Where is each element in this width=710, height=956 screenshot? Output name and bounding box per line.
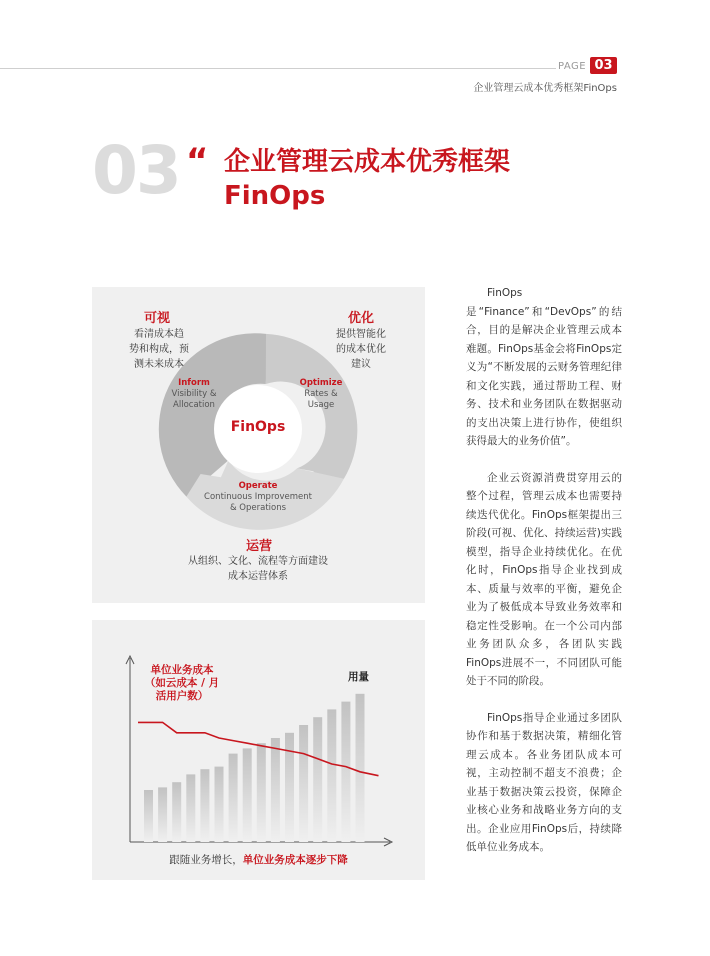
- optimize-desc-line: 建议: [351, 359, 371, 370]
- chapter-title-line1: 企业管理云成本优秀框架: [224, 147, 511, 177]
- optimize-desc-line: 的成本优化: [336, 344, 386, 355]
- ring-sub-line: Rates &: [304, 389, 338, 399]
- phase-inform-head: 可视: [144, 311, 171, 326]
- phase-operate-desc: [168, 554, 348, 584]
- finops-cycle-figure: [92, 287, 425, 603]
- header-rule: [0, 68, 556, 69]
- usage-bar: [144, 790, 153, 842]
- usage-bar: [158, 787, 167, 842]
- body-paragraph-1: FinOps是“Finance”和“DevOps”的结合，目的是解决企业管理云成本难题。FinOps基金会将FinOps定义为“不断发展的云财务管理纪律和文化实践，通过帮助工程、财务、技术和业务团队在数据驱动的支出决策上进行协作，使组织获得最大的业务价值”。: [466, 287, 622, 447]
- ring-sub-line: Visibility &: [171, 389, 217, 399]
- body-paragraph-3: FinOps指导企业通过多团队协作和基于数据决策，精细化管理云成本。各业务团队成本可视，主动控制不超支不浪费；企业基于数据决策云投资，保障企业核心业务和战略业务方向的支出。企业应用FinOps后，持续降低单位业务成本。: [466, 711, 622, 853]
- running-header-title: 企业管理云成本优秀框架FinOps: [473, 83, 617, 94]
- cost-label-line: （如云成本 / 月: [144, 677, 220, 689]
- caption-highlight: 单位业务成本逐步下降: [242, 854, 348, 866]
- usage-bar: [243, 748, 252, 842]
- usage-bar: [271, 738, 280, 842]
- ring-key-optimize: Optimize: [299, 378, 343, 388]
- usage-bar: [285, 733, 294, 842]
- usage-bar: [356, 694, 365, 842]
- page-number-badge: 03: [590, 57, 617, 74]
- operate-desc-line: 成本运营体系: [228, 571, 288, 582]
- usage-bar: [313, 717, 322, 842]
- ring-label-optimize: [292, 378, 350, 411]
- unit-cost-trend-figure: [92, 620, 425, 880]
- inform-desc-line: 测未来成本: [134, 359, 184, 370]
- ring-key-inform: Inform: [178, 378, 210, 388]
- phase-optimize-head: 优化: [348, 311, 375, 326]
- usage-bars: [144, 694, 365, 842]
- optimize-desc-line: 提供智能化: [336, 329, 386, 340]
- unit-cost-label: [136, 664, 228, 703]
- cost-label-line: 活用户数）: [155, 690, 209, 702]
- ring-sub-line: Allocation: [173, 400, 215, 410]
- body-text-column: [466, 284, 622, 857]
- usage-bar: [299, 725, 308, 842]
- usage-bar: [215, 767, 224, 842]
- inform-desc-line: 看清成本趋: [134, 329, 184, 340]
- operate-desc-line: 从组织、文化、流程等方面建设: [188, 556, 328, 567]
- ring-label-inform: [164, 378, 224, 411]
- phase-optimize-desc: [328, 327, 394, 372]
- chart-caption: [92, 852, 425, 867]
- caption-plain: 跟随业务增长，: [169, 854, 243, 866]
- usage-bar: [200, 769, 209, 842]
- chapter-number: 03: [92, 132, 180, 209]
- phase-inform-desc: [114, 327, 204, 372]
- usage-bar: [186, 774, 195, 842]
- page-label: PAGE: [558, 61, 587, 72]
- trend-chart-svg: [92, 620, 425, 880]
- quote-mark-icon: “: [186, 141, 209, 181]
- ring-sub-line: Usage: [307, 400, 335, 410]
- usage-label: 用量: [348, 671, 369, 683]
- usage-bar: [172, 782, 181, 842]
- usage-bar: [341, 702, 350, 842]
- cycle-center-label: FinOps: [230, 419, 286, 435]
- ring-sub-line: & Operations: [229, 503, 287, 513]
- ring-key-operate: Operate: [238, 481, 278, 491]
- usage-bar: [327, 709, 336, 842]
- usage-bar: [257, 743, 266, 842]
- phase-operate-head: 运营: [246, 539, 273, 554]
- cost-label-line: 单位业务成本: [150, 664, 214, 676]
- body-paragraph-2: 企业云资源消费贯穿用云的整个过程，管理云成本也需要持续迭代优化。FinOps框架提出三阶段(可视、优化、持续运营)实践模型，指导企业持续优化。在优化时，FinOps指导企业找到成本、质量与效率的平衡，避免企业为了极低成本导致业务效率和稳定性受影响。在一个公司内部业务团队众多，各团队实践FinOps进展不一，不同团队可能处于不同的阶段。: [466, 471, 622, 687]
- inform-desc-line: 势和构成，预: [129, 344, 189, 355]
- ring-sub-line: Continuous Improvement: [204, 492, 312, 502]
- usage-bar: [229, 754, 238, 842]
- chapter-title-line2: FinOps: [224, 181, 326, 211]
- ring-label-operate: [192, 481, 324, 514]
- chapter-title: [224, 145, 510, 213]
